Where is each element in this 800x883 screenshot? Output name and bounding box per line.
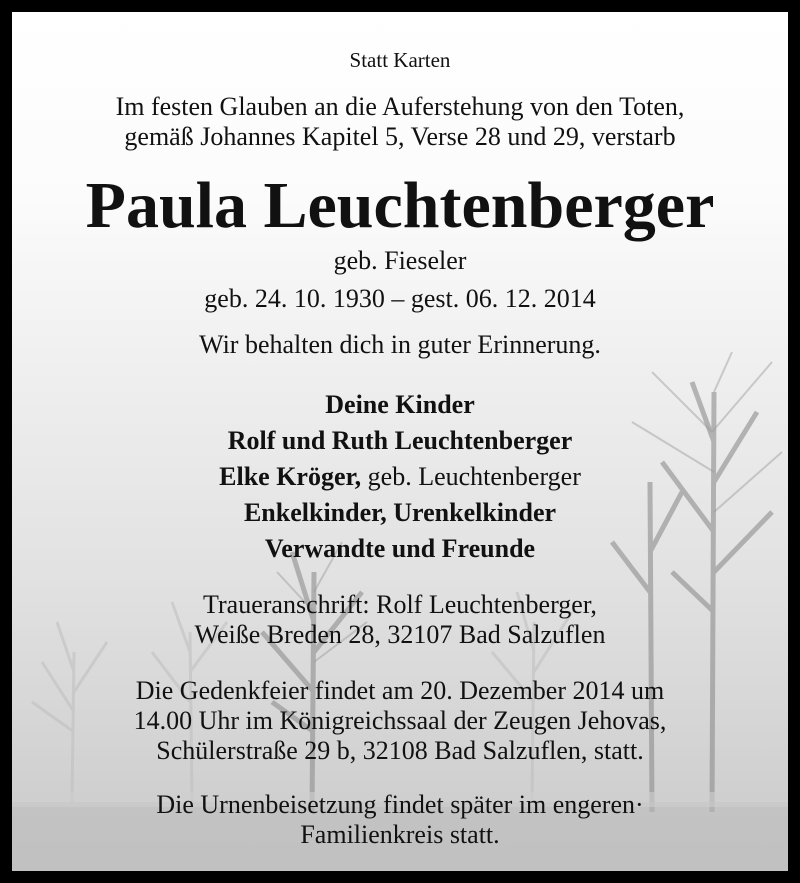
- birth-name: geb. Fieseler: [333, 246, 467, 275]
- mourners-line-2: Rolf und Ruth Leuchtenberger: [227, 426, 573, 455]
- remembrance-line: Wir behalten dich in guter Erinnerung.: [199, 330, 601, 359]
- burial-line-2: Familienkreis statt.: [300, 820, 500, 849]
- mourners-line-1: Deine Kinder: [325, 390, 475, 419]
- intro-line-2: gemäß Johannes Kapitel 5, Verse 28 und 29, verstarb: [124, 122, 676, 151]
- burial-line-1: Die Urnenbeisetzung findet später im engeren·: [156, 790, 644, 819]
- memorial-line-2: 14.00 Uhr im Königreichssaal der Zeugen Jehovas,: [133, 706, 667, 735]
- intro-line-1: Im festen Glauben an die Auferstehung von den Toten,: [115, 92, 685, 121]
- mourners-line-4: Enkelkinder, Urenkelkinder: [243, 498, 557, 527]
- address-line-1: Traueranschrift: Rolf Leuchtenberger,: [203, 590, 597, 619]
- mourners-line-3: [12, 462, 788, 492]
- memorial-line-3: Schülerstraße 29 b, 32108 Bad Salzuflen, statt.: [156, 736, 644, 765]
- memorial-line-1: Die Gedenkfeier findet am 20. Dezember 2014 um: [135, 676, 665, 705]
- mourners-line-3-suffix: geb. Leuchtenberger: [367, 462, 581, 491]
- mourners-line-5: Verwandte und Freunde: [264, 534, 536, 563]
- mourners-line-3-name: Elke Kröger,: [219, 462, 362, 491]
- header-text: Statt Karten: [349, 48, 451, 72]
- deceased-name: Paula Leuchtenberger: [85, 169, 715, 242]
- life-dates: geb. 24. 10. 1930 – gest. 06. 12. 2014: [204, 284, 596, 313]
- address-line-2: Weiße Breden 28, 32107 Bad Salzuflen: [194, 620, 606, 649]
- obituary-notice: [12, 12, 788, 871]
